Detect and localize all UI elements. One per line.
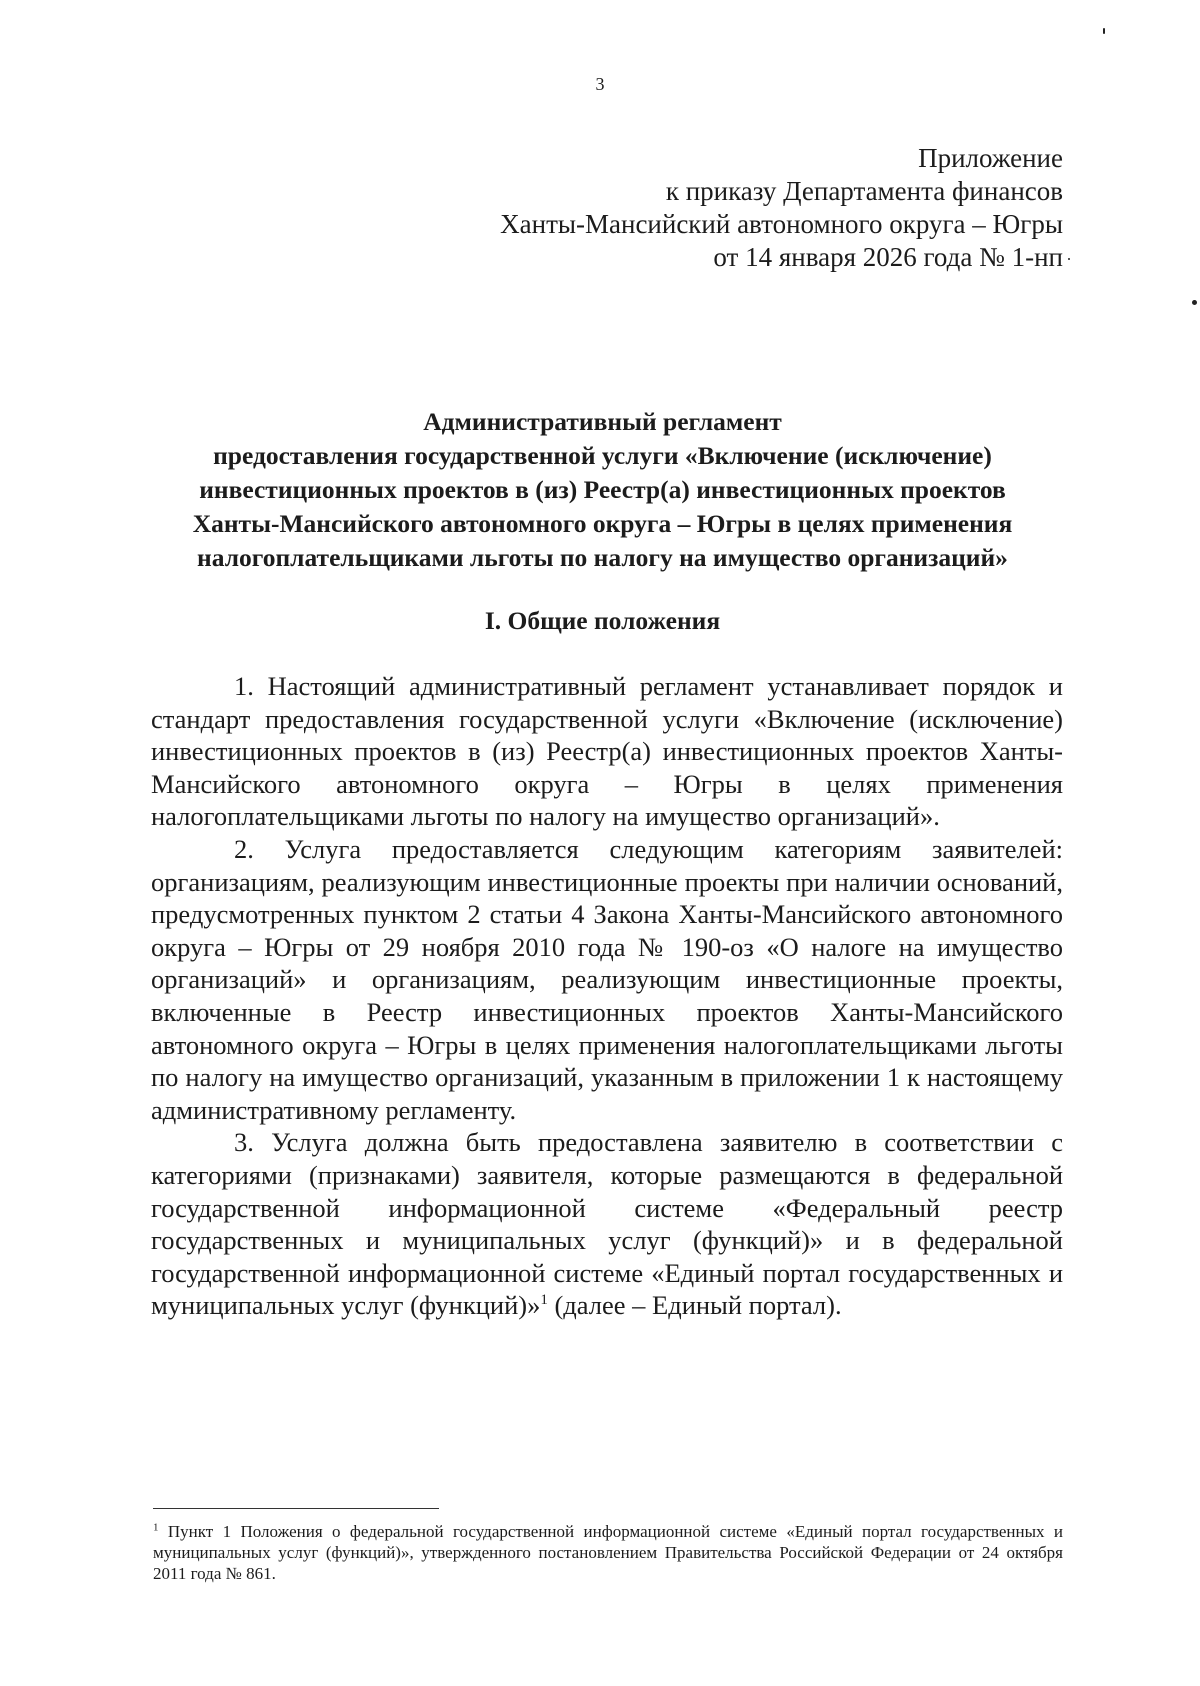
title-line: предоставления государственной услуги «Включение (исключение) (213, 441, 992, 470)
footnote-reference: 1 (540, 1292, 548, 1309)
section-heading: I. Общие положения (484, 606, 721, 635)
scan-speck (1192, 300, 1197, 305)
footnote (153, 1521, 1063, 1584)
title-line: инвестиционных проектов в (из) Реестр(а) инвестиционных проектов (199, 475, 1006, 504)
document-body (151, 670, 1063, 1322)
paragraph-3-text: 3. Услуга должна быть предоставлена заявителю в соответствии с категориями (признаками) заявителя, которые размещаются в федеральной государственной информационной системе «Федеральный реестр государственных и муниципальных услуг (функций)» и в федеральной государственной информационной системе «Единый портал государственных и муниципальных услуг (функций)» (151, 1127, 1063, 1321)
paragraph-1: 1. Настоящий административный регламент устанавливает порядок и стандарт предоставления государственной услуги «Включение (исключение) инвестиционных проектов в (из) Реестр(а) инвестиционных проектов Ханты-Мансийского автономного округа – Югры в целях применения налогоплательщиками льготы по налогу на имущество организаций». (151, 671, 1063, 832)
appendix-line: Приложение (918, 143, 1063, 173)
appendix-line: от 14 января 2026 года № 1-нп (713, 242, 1063, 272)
paragraph-3-text-end: (далее – Единый портал). (547, 1290, 842, 1321)
scan-speck (1103, 28, 1105, 34)
title-line: Административный регламент (423, 407, 782, 436)
paragraph-3 (151, 1126, 1063, 1322)
scan-speck (1068, 258, 1070, 260)
title-line: налогоплательщиками льготы по налогу на имущество организаций» (197, 543, 1008, 572)
footnote-separator (153, 1508, 439, 1509)
footnote-marker: 1 (153, 1521, 159, 1534)
paragraph-2: 2. Услуга предоставляется следующим категориям заявителей: организациям, реализующим инвестиционные проекты при наличии оснований, предусмотренных пунктом 2 статьи 4 Закона Ханты-Мансийского автономного округа – Югры от 29 ноября 2010 года № 190-оз «О налоге на имущество организаций» и организациям, реализующим инвестиционные проекты, включенные в Реестр инвестиционных проектов Ханты-Мансийского автономного округа – Югры в целях применения налогоплательщиками льготы по налогу на имущество организаций, указанным в приложении 1 к настоящему административному регламенту. (151, 833, 1063, 1125)
appendix-reference (500, 142, 1063, 274)
appendix-line: Ханты-Мансийский автономного округа – Югры (500, 209, 1063, 239)
appendix-line: к приказу Департамента финансов (665, 176, 1063, 206)
footnote-text: Пункт 1 Положения о федеральной государственной информационной системе «Единый портал государственных и муниципальных услуг (функций)», утвержденного постановлением Правительства Российской Федерации от 24 октября 2011 года № 861. (153, 1522, 1063, 1583)
page-number: 3 (595, 74, 605, 94)
title-line: Ханты-Мансийского автономного округа – Югры в целях применения (192, 509, 1013, 538)
document-title (140, 405, 1065, 575)
